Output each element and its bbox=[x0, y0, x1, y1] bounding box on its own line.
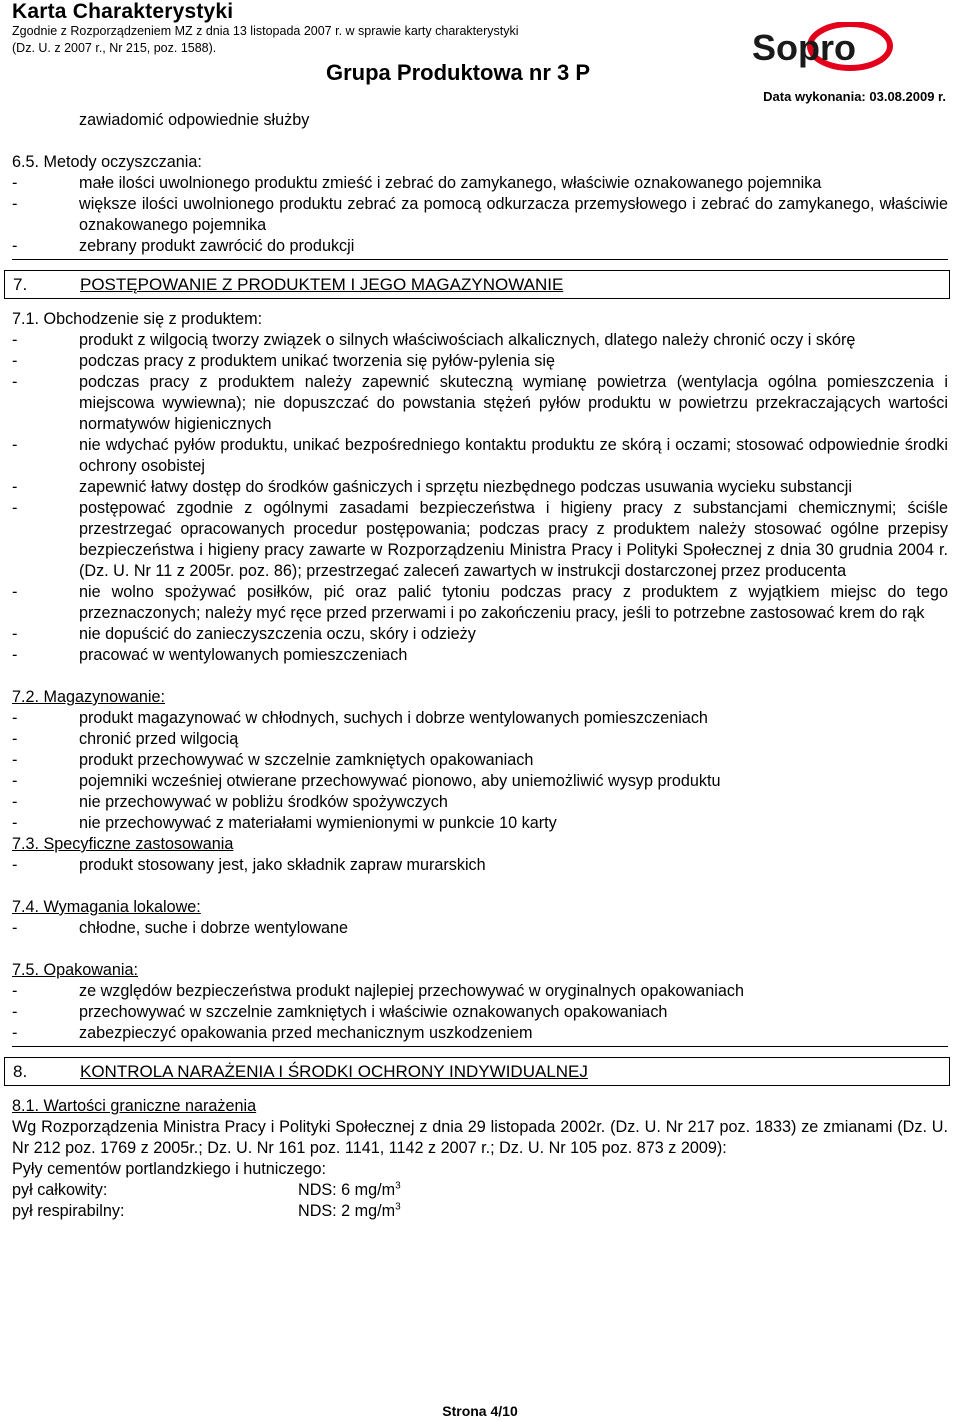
list-item: - podczas pracy z produktem unikać tworzenia się pyłów-pylenia się bbox=[12, 352, 555, 370]
limit-label: pył respirabilny: bbox=[12, 1202, 125, 1220]
limit-label: pył całkowity: bbox=[12, 1181, 108, 1199]
section-title: KONTROLA NARAŻENIA I ŚRODKI OCHRONY INDYWIDUALNEJ bbox=[80, 1062, 588, 1081]
page-number: Strona 4/10 bbox=[442, 1403, 518, 1419]
s81-text: Wg Rozporządzenia Ministra Pracy i Polityki Społecznej z dnia 29 listopada 2002r. (Dz. U. Nr 217 poz. 1833) ze zmianami (Dz. U. Nr 212 poz. 1769 z 2005r.; Dz. U. Nr 161 poz. 1141, 1142 z 2007 r.; Dz. U. Nr 105 poz. 873 z 2009): bbox=[12, 1118, 948, 1157]
list-item: - zebrany produkt zawrócić do produkcji bbox=[12, 237, 355, 255]
list-item: - zabezpieczyć opakowania przed mechanicznym uszkodzeniem bbox=[12, 1024, 533, 1042]
list-item: - nie przechowywać w pobliżu środków spożywczych bbox=[12, 793, 448, 811]
s74-heading: 7.4. Wymagania lokalowe: bbox=[12, 898, 201, 916]
s65-heading: 6.5. Metody oczyszczania: bbox=[12, 153, 202, 171]
s81-heading: 8.1. Wartości graniczne narażenia bbox=[12, 1097, 257, 1115]
section-number: 7. bbox=[13, 275, 28, 294]
list-item: - ze względów bezpieczeństwa produkt najlepiej przechowywać w oryginalnych opakowaniach bbox=[12, 982, 744, 1000]
regulation-line-1: Zgodnie z Rozporządzeniem MZ z dnia 13 listopada 2007 r. w sprawie karty charakterystyki bbox=[12, 24, 519, 38]
top-line: zawiadomić odpowiednie służby bbox=[79, 111, 310, 129]
section-title: POSTĘPOWANIE Z PRODUKTEM I JEGO MAGAZYNOWANIE bbox=[80, 275, 564, 294]
list-item: - pracować w wentylowanych pomieszczeniach bbox=[12, 646, 408, 664]
limit-value: NDS: 2 $mg/m^3$ bbox=[298, 1201, 401, 1220]
document-body bbox=[12, 110, 948, 1222]
document-title: Karta Charakterystyki bbox=[12, 0, 234, 23]
list-item: - małe ilości uwolnionego produktu zmieść i zebrać do zamykanego, właściwie oznakowanego pojemnika bbox=[12, 174, 822, 192]
list-item: - produkt z wilgocią tworzy związek o silnych właściwościach alkalicznych, dlatego należy chronić oczy i skórę bbox=[12, 331, 856, 349]
list-item: - chłodne, suche i dobrze wentylowane bbox=[12, 919, 349, 937]
list-item: - chronić przed wilgocią bbox=[12, 730, 239, 748]
s73-heading: 7.3. Specyficzne zastosowania bbox=[12, 835, 234, 853]
list-item: - nie przechowywać z materiałami wymienionymi w punkcie 10 karty bbox=[12, 814, 557, 832]
s72-heading: 7.2. Magazynowanie: bbox=[12, 688, 165, 706]
list-item: - pojemniki wcześniej otwierane przechowywać pionowo, aby uniemożliwić wysyp produktu bbox=[12, 772, 721, 790]
s71-heading: 7.1. Obchodzenie się z produktem: bbox=[12, 310, 263, 328]
list-item: - podczas pracy z produktem należy zapewnić skuteczną wymianę powietrza (wentylacja ogólna pomieszczenia i miejscowa wywiewna); nie dopuszczać do powstania stężeń pyłów produktu w powietrzu przekraczających wartości normatywów higienicznych bbox=[12, 373, 948, 433]
list-item: - produkt magazynować w chłodnych, suchych i dobrze wentylowanych pomieszczeniach bbox=[12, 709, 708, 727]
s75-heading: 7.5. Opakowania: bbox=[12, 961, 138, 979]
s81-line2: Pyły cementów portlandzkiego i hutniczego: bbox=[12, 1160, 327, 1178]
list-item: - produkt stosowany jest, jako składnik zapraw murarskich bbox=[12, 856, 486, 874]
list-item: - większe ilości uwolnionego produktu zebrać za pomocą odkurzacza przemysłowego i zebrać do zamykanego, właściwie oznakowanego pojemnika bbox=[12, 195, 948, 234]
list-item: - postępować zgodnie z ogólnymi zasadami bezpieczeństwa i higieny pracy z substancjami chemicznymi; ściśle przestrzegać opracowanych procedur postępowania; podczas pracy z produktem należy stosować ogólne przepisy bezpieczeństwa i higieny pracy zawarte w Rozporządzeniu Ministra Pracy i Polityki Społecznej z dnia 30 grudnia 2004 r. (Dz. U. Nr 11 z 2005r. poz. 86); przestrzegać zaleceń zawartych w instrukcji dostarczonej przez producenta bbox=[12, 499, 948, 580]
list-item: - nie dopuścić do zanieczyszczenia oczu, skóry i odzieży bbox=[12, 625, 476, 643]
regulation-line-2: (Dz. U. z 2007 r., Nr 215, poz. 1588). bbox=[12, 41, 217, 55]
list-item: - nie wdychać pyłów produktu, unikać bezpośredniego kontaktu produktu ze skórą i oczami; stosować odpowiednie środki ochrony osobistej bbox=[12, 436, 948, 475]
section-number: 8. bbox=[13, 1062, 28, 1081]
section-7-header bbox=[4, 270, 950, 299]
limit-row bbox=[12, 1201, 948, 1222]
logo-wordmark: Sopro bbox=[752, 27, 856, 68]
list-item: - zapewnić łatwy dostęp do środków gaśniczych i sprzętu niezbędnego podczas usuwania wycieku substancji bbox=[12, 478, 852, 496]
creation-date: Data wykonania: 03.08.2009 r. bbox=[763, 89, 946, 104]
product-group: Grupa Produktowa nr 3 P bbox=[326, 60, 591, 85]
section-8-header bbox=[4, 1057, 950, 1086]
list-item: - produkt przechowywać w szczelnie zamkniętych opakowaniach bbox=[12, 751, 534, 769]
list-item: - przechowywać w szczelnie zamkniętych i właściwie oznakowanych opakowaniach bbox=[12, 1003, 668, 1021]
limit-value: NDS: 6 $mg/m^3$ bbox=[298, 1180, 401, 1199]
list-item: - nie wolno spożywać posiłków, pić oraz palić tytoniu podczas pracy z produktem z wyjątkiem miejsc do tego przeznaczonych; należy myć ręce przed przerwami i po zakończeniu pracy, jeśli to potrzebne zastosować krem do rąk bbox=[12, 583, 948, 622]
sopro-logo bbox=[750, 22, 894, 78]
limit-row bbox=[12, 1180, 948, 1201]
